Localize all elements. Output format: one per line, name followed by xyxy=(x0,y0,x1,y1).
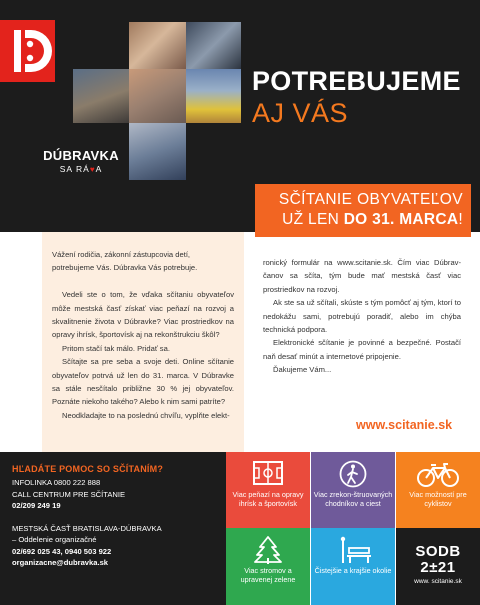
banner-prefix: UŽ LEN xyxy=(282,211,340,228)
pedestrian-icon xyxy=(311,460,395,488)
tree-icon xyxy=(226,536,310,564)
sodb-url[interactable]: www. scitanie.sk xyxy=(414,578,462,585)
bicycle-icon xyxy=(396,460,480,488)
contact-title: HĽADÁTE POMOC SO SČÍTANÍM? xyxy=(12,464,164,474)
banner-deadline: DO 31. MARCA xyxy=(343,211,459,228)
benefit-tile-playgrounds xyxy=(226,452,310,528)
heart-icon: ♥ xyxy=(89,165,96,174)
brand-logo xyxy=(36,148,126,174)
office-email[interactable]: organizacne@dubravka.sk xyxy=(12,558,109,567)
tile-label: Viac peňazí na opravy ihrísk a športovísk xyxy=(232,490,304,508)
office-name: MESTSKÁ ČASŤ BRATISLAVA-DÚBRAVKA xyxy=(12,523,162,533)
office-department: – Oddelenie organizačné xyxy=(12,535,97,544)
tile-label: Čistejšie a krajšie okolie xyxy=(314,566,392,575)
headline-line2: AJ VÁS xyxy=(252,98,349,128)
tile-label: Viac zrekon-štruovaných chodníkov a ciest xyxy=(313,490,393,508)
photo-family-selfie xyxy=(129,22,186,69)
benefit-tile-greenery xyxy=(226,528,310,605)
article-paragraph: Vedeli ste o tom, že vďaka sčítaniu obyvateľov môže mestská časť získať viac peňazí na rozvoj a skvalitnenie života v Dúbravke? Viac prostriedkov na opravy ihrísk, športovísk aj na rekonštrukciu škôl? xyxy=(52,290,234,340)
benefit-tile-sidewalks xyxy=(311,452,395,528)
banner-line1: SČÍTANIE OBYVATEĽOV xyxy=(278,191,463,208)
photo-hockey-team xyxy=(129,123,186,180)
tile-label: Viac možností pre cyklistov xyxy=(409,490,467,508)
tile-label: Viac stromov a upravenej zelene xyxy=(240,566,296,584)
sodb-logo xyxy=(396,528,480,605)
article-column-right xyxy=(263,256,461,377)
photo-mask-portrait xyxy=(186,22,241,69)
article xyxy=(0,232,480,452)
scitanie-link[interactable]: www.scitanie.sk xyxy=(356,418,453,432)
photo-dancers xyxy=(73,69,129,123)
footer xyxy=(0,452,480,605)
brand-tagline xyxy=(36,164,126,174)
dubravka-d-logo-icon xyxy=(0,20,55,82)
article-signoff: Ďakujeme Vám... xyxy=(273,365,332,375)
office-phones: 02/692 025 43, 0940 503 922 xyxy=(12,546,112,556)
article-paragraph: Elektronické sčítanie je povinné a bezpečné. Postačí naň desať minút a internetové pripojenie. xyxy=(263,338,461,361)
call-center-number: 02/209 249 19 xyxy=(12,501,61,510)
brand-tagline-b: A xyxy=(95,164,103,174)
contact-box xyxy=(0,452,226,605)
call-center-label: CALL CENTRUM PRE SČÍTANIE xyxy=(12,489,126,499)
playground-icon xyxy=(226,460,310,488)
article-paragraph: Neodkladajte to na poslednú chvíľu, vyplňte elekt- xyxy=(62,410,230,420)
sodb-line2: 2±21 xyxy=(420,559,456,576)
sodb-line1: SODB xyxy=(415,543,461,560)
brand-tagline-a: SA RÁ xyxy=(59,164,90,174)
banner-suffix: ! xyxy=(458,211,463,228)
headline xyxy=(252,66,461,130)
photo-flowers xyxy=(186,69,241,123)
article-column-left xyxy=(52,248,234,422)
headline-line1: POTREBUJEME xyxy=(252,66,461,96)
article-paragraph: Pritom stačí tak málo. Pridať sa. xyxy=(62,343,170,353)
benefit-tile-cleanliness xyxy=(311,528,395,605)
article-paragraph: Sčítajte sa pre seba a svoje deti. Online sčítanie obyvateľov potrvá už len do 31. marca. V Dúbravke sa stále nesčítalo približne 30 % jej obyvateľov. Poznáte niekoho takého? Alebo k nim sami patríte? xyxy=(52,357,234,407)
banner-line2 xyxy=(255,210,463,230)
photo-seniors xyxy=(129,69,186,123)
benefit-tile-cyclists xyxy=(396,452,480,528)
deadline-banner xyxy=(255,184,471,237)
park-bench-icon xyxy=(311,536,395,564)
article-paragraph: Ak ste sa už sčítali, skúste s tým pomôcť aj tým, ktorí to nedokážu sami, potrebujú poradiť, alebo im chýba technická podpora. xyxy=(263,298,461,335)
infolinka: INFOLINKA 0800 222 888 xyxy=(12,478,101,487)
article-paragraph: ronický formulár na www.scitanie.sk. Čím viac Dúbrav-čanov sa sčíta, tým bude mať mestská časť viac prostriedkov na rozvoj. xyxy=(263,258,461,294)
brand-name: DÚBRAVKA xyxy=(43,148,119,163)
salutation-line2: potrebujeme Vás. Dúbravka Vás potrebuje. xyxy=(52,263,198,273)
salutation: Vážení rodičia, zákonní zástupcovia detí, xyxy=(52,250,191,259)
